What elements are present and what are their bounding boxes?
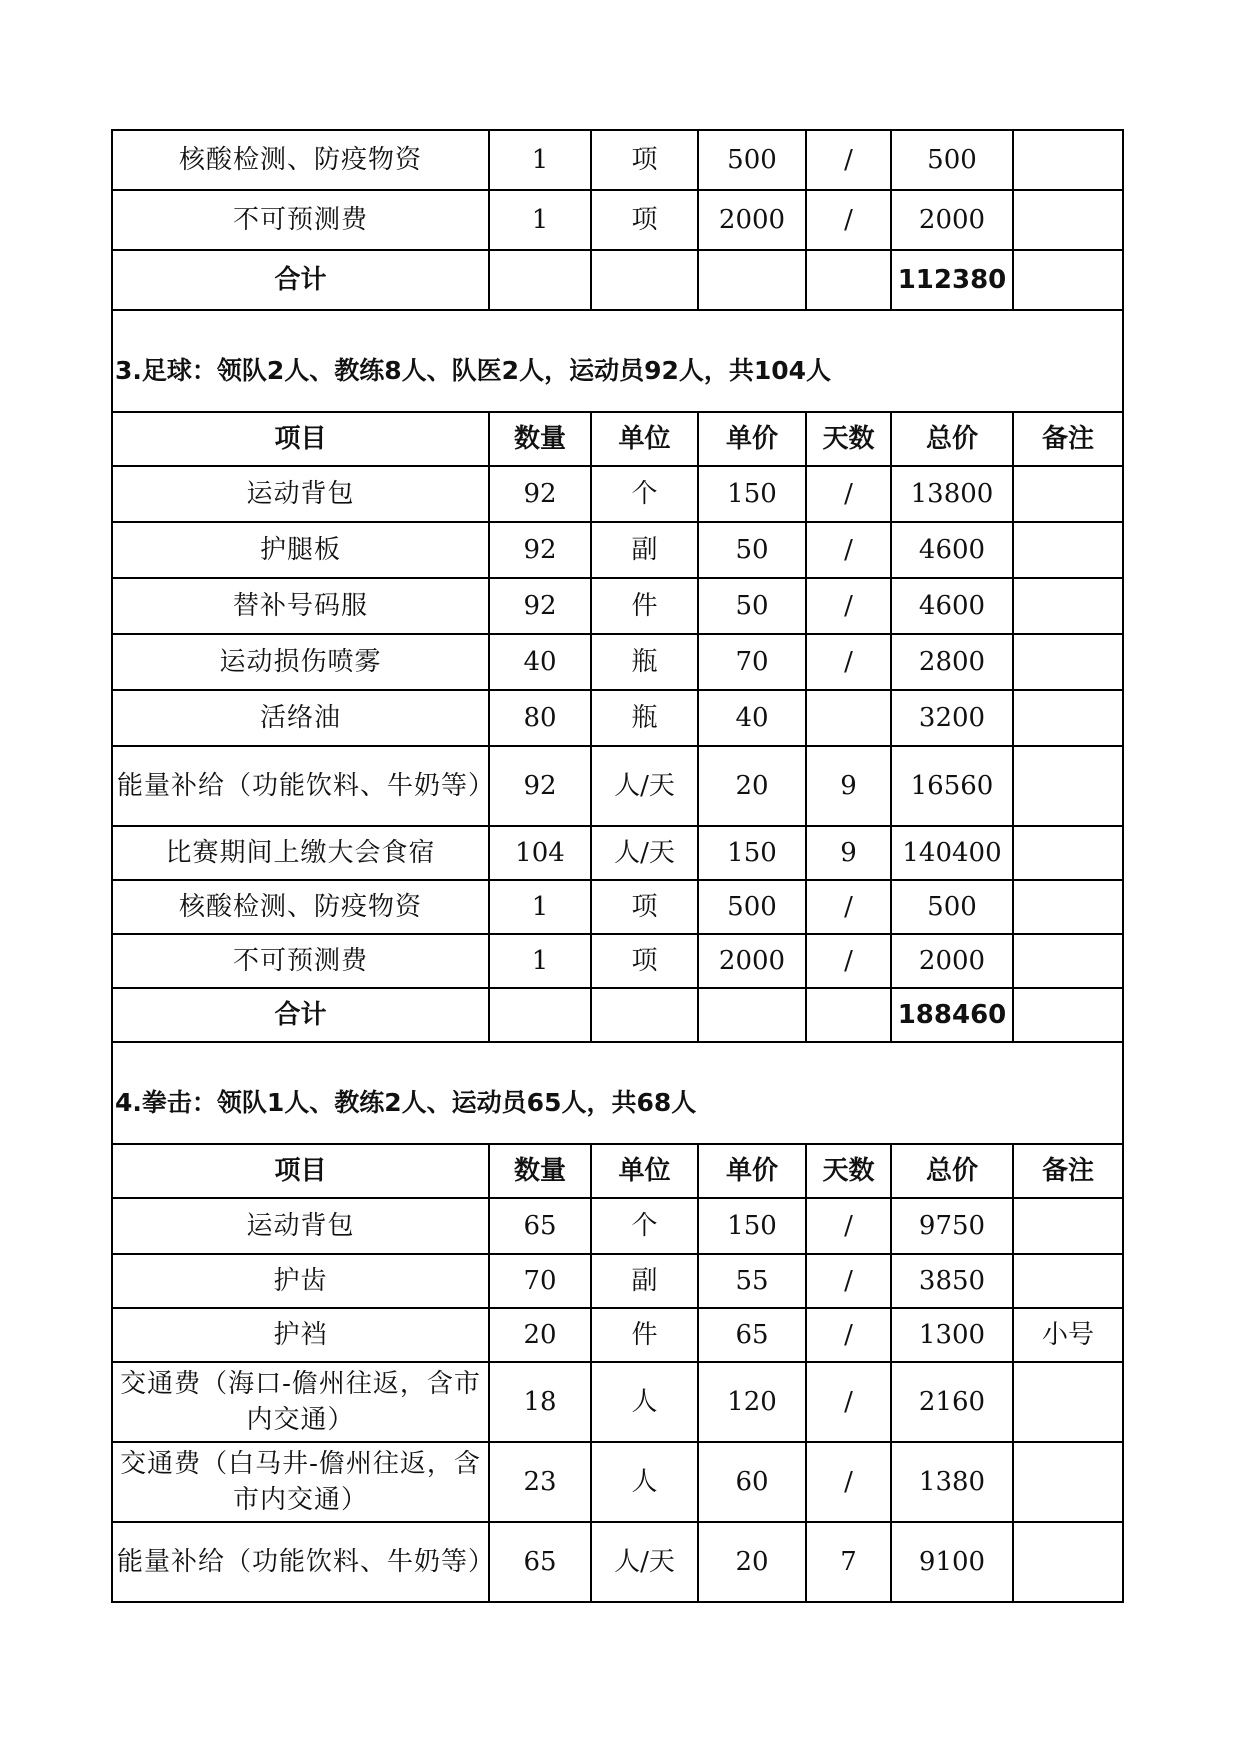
table-row xyxy=(112,1442,1123,1522)
item-name: 核酸检测、防疫物资 xyxy=(112,880,489,934)
col-header-note: 备注 xyxy=(1013,1144,1123,1198)
total-price: 16560 xyxy=(891,746,1013,826)
unit-price: 65 xyxy=(698,1308,806,1362)
unit: 人/天 xyxy=(591,826,698,880)
unit: 副 xyxy=(591,522,698,578)
total-price: 2160 xyxy=(891,1362,1013,1442)
total-price: 140400 xyxy=(891,826,1013,880)
header-row xyxy=(112,412,1123,466)
note xyxy=(1013,578,1123,634)
empty-cell xyxy=(1013,250,1123,310)
unit: 项 xyxy=(591,130,698,190)
col-header-unit: 单位 xyxy=(591,1144,698,1198)
note xyxy=(1013,1362,1123,1442)
unit: 项 xyxy=(591,880,698,934)
unit-price: 120 xyxy=(698,1362,806,1442)
table-row xyxy=(112,1522,1123,1602)
note xyxy=(1013,1198,1123,1254)
quantity: 1 xyxy=(489,130,591,190)
total-value: 188460 xyxy=(891,988,1013,1042)
section-title-row xyxy=(112,1042,1123,1144)
section-title-row xyxy=(112,310,1123,412)
col-header-item: 项目 xyxy=(112,412,489,466)
note xyxy=(1013,1442,1123,1522)
note xyxy=(1013,522,1123,578)
note xyxy=(1013,130,1123,190)
empty-cell xyxy=(489,988,591,1042)
empty-cell xyxy=(489,250,591,310)
days: / xyxy=(806,466,891,522)
item-name: 不可预测费 xyxy=(112,190,489,250)
unit-price: 20 xyxy=(698,1522,806,1602)
total-row xyxy=(112,250,1123,310)
total-label: 合计 xyxy=(112,988,489,1042)
table-row xyxy=(112,880,1123,934)
total-value: 112380 xyxy=(891,250,1013,310)
item-name: 运动背包 xyxy=(112,466,489,522)
budget-document xyxy=(111,129,1122,1603)
unit-price: 70 xyxy=(698,634,806,690)
quantity: 80 xyxy=(489,690,591,746)
col-header-note: 备注 xyxy=(1013,412,1123,466)
total-price: 2800 xyxy=(891,634,1013,690)
note xyxy=(1013,880,1123,934)
note: 小号 xyxy=(1013,1308,1123,1362)
item-name: 核酸检测、防疫物资 xyxy=(112,130,489,190)
empty-cell xyxy=(591,988,698,1042)
table-row xyxy=(112,578,1123,634)
note xyxy=(1013,466,1123,522)
days: / xyxy=(806,1308,891,1362)
empty-cell xyxy=(698,250,806,310)
section-title-boxing: 4.拳击：领队1人、教练2人、运动员65人，共68人 xyxy=(112,1042,1123,1144)
item-name: 护腿板 xyxy=(112,522,489,578)
quantity: 1 xyxy=(489,190,591,250)
days: / xyxy=(806,190,891,250)
days: / xyxy=(806,1362,891,1442)
quantity: 1 xyxy=(489,880,591,934)
table-row xyxy=(112,1362,1123,1442)
note xyxy=(1013,934,1123,988)
quantity: 104 xyxy=(489,826,591,880)
col-header-item: 项目 xyxy=(112,1144,489,1198)
col-header-days: 天数 xyxy=(806,1144,891,1198)
unit-price: 500 xyxy=(698,130,806,190)
unit: 项 xyxy=(591,190,698,250)
total-label: 合计 xyxy=(112,250,489,310)
table-row xyxy=(112,690,1123,746)
col-header-total-price: 总价 xyxy=(891,412,1013,466)
total-price: 4600 xyxy=(891,522,1013,578)
note xyxy=(1013,1522,1123,1602)
note xyxy=(1013,634,1123,690)
item-name: 不可预测费 xyxy=(112,934,489,988)
total-price: 9750 xyxy=(891,1198,1013,1254)
unit-price: 50 xyxy=(698,578,806,634)
table-row xyxy=(112,934,1123,988)
total-price: 500 xyxy=(891,880,1013,934)
unit-price: 2000 xyxy=(698,190,806,250)
table-row xyxy=(112,746,1123,826)
note xyxy=(1013,690,1123,746)
unit-price: 20 xyxy=(698,746,806,826)
days: / xyxy=(806,522,891,578)
col-header-unit-price: 单价 xyxy=(698,1144,806,1198)
total-row xyxy=(112,988,1123,1042)
empty-cell xyxy=(591,250,698,310)
quantity: 18 xyxy=(489,1362,591,1442)
unit: 项 xyxy=(591,934,698,988)
table-row xyxy=(112,1308,1123,1362)
days: 9 xyxy=(806,746,891,826)
table-row xyxy=(112,634,1123,690)
days: / xyxy=(806,880,891,934)
col-header-unit-price: 单价 xyxy=(698,412,806,466)
unit: 人/天 xyxy=(591,746,698,826)
days xyxy=(806,690,891,746)
empty-cell xyxy=(1013,988,1123,1042)
item-name: 交通费（白马井-儋州往返，含市内交通） xyxy=(112,1442,489,1522)
quantity: 70 xyxy=(489,1254,591,1308)
item-name: 运动背包 xyxy=(112,1198,489,1254)
note xyxy=(1013,826,1123,880)
empty-cell xyxy=(806,250,891,310)
unit-price: 60 xyxy=(698,1442,806,1522)
col-header-quantity: 数量 xyxy=(489,412,591,466)
unit: 人 xyxy=(591,1362,698,1442)
note xyxy=(1013,190,1123,250)
col-header-quantity: 数量 xyxy=(489,1144,591,1198)
days: / xyxy=(806,130,891,190)
quantity: 23 xyxy=(489,1442,591,1522)
quantity: 92 xyxy=(489,466,591,522)
unit-price: 150 xyxy=(698,826,806,880)
table-row xyxy=(112,826,1123,880)
days: / xyxy=(806,1198,891,1254)
table-row xyxy=(112,1254,1123,1308)
quantity: 92 xyxy=(489,746,591,826)
days: / xyxy=(806,578,891,634)
quantity: 20 xyxy=(489,1308,591,1362)
empty-cell xyxy=(806,988,891,1042)
col-header-total-price: 总价 xyxy=(891,1144,1013,1198)
unit: 个 xyxy=(591,466,698,522)
unit-price: 150 xyxy=(698,466,806,522)
unit-price: 55 xyxy=(698,1254,806,1308)
total-price: 500 xyxy=(891,130,1013,190)
item-name: 能量补给（功能饮料、牛奶等） xyxy=(112,1522,489,1602)
unit: 人/天 xyxy=(591,1522,698,1602)
quantity: 1 xyxy=(489,934,591,988)
unit: 人 xyxy=(591,1442,698,1522)
note xyxy=(1013,746,1123,826)
days: / xyxy=(806,934,891,988)
col-header-unit: 单位 xyxy=(591,412,698,466)
item-name: 替补号码服 xyxy=(112,578,489,634)
unit-price: 50 xyxy=(698,522,806,578)
unit-price: 500 xyxy=(698,880,806,934)
table-row xyxy=(112,522,1123,578)
total-price: 1300 xyxy=(891,1308,1013,1362)
note xyxy=(1013,1254,1123,1308)
table-row xyxy=(112,466,1123,522)
unit-price: 40 xyxy=(698,690,806,746)
item-name: 护裆 xyxy=(112,1308,489,1362)
total-price: 2000 xyxy=(891,190,1013,250)
days: / xyxy=(806,1442,891,1522)
total-price: 2000 xyxy=(891,934,1013,988)
item-name: 比赛期间上缴大会食宿 xyxy=(112,826,489,880)
budget-table xyxy=(111,129,1124,1603)
unit-price: 2000 xyxy=(698,934,806,988)
table-row xyxy=(112,130,1123,190)
header-row xyxy=(112,1144,1123,1198)
total-price: 9100 xyxy=(891,1522,1013,1602)
item-name: 交通费（海口-儋州往返，含市内交通） xyxy=(112,1362,489,1442)
total-price: 1380 xyxy=(891,1442,1013,1522)
col-header-days: 天数 xyxy=(806,412,891,466)
item-name: 护齿 xyxy=(112,1254,489,1308)
quantity: 92 xyxy=(489,522,591,578)
item-name: 活络油 xyxy=(112,690,489,746)
table-row xyxy=(112,1198,1123,1254)
days: 9 xyxy=(806,826,891,880)
unit: 件 xyxy=(591,1308,698,1362)
quantity: 40 xyxy=(489,634,591,690)
days: / xyxy=(806,634,891,690)
unit: 个 xyxy=(591,1198,698,1254)
total-price: 3200 xyxy=(891,690,1013,746)
quantity: 65 xyxy=(489,1522,591,1602)
item-name: 运动损伤喷雾 xyxy=(112,634,489,690)
total-price: 4600 xyxy=(891,578,1013,634)
unit: 副 xyxy=(591,1254,698,1308)
total-price: 3850 xyxy=(891,1254,1013,1308)
section-title-football: 3.足球：领队2人、教练8人、队医2人，运动员92人，共104人 xyxy=(112,310,1123,412)
table-row xyxy=(112,190,1123,250)
days: / xyxy=(806,1254,891,1308)
days: 7 xyxy=(806,1522,891,1602)
item-name: 能量补给（功能饮料、牛奶等） xyxy=(112,746,489,826)
empty-cell xyxy=(698,988,806,1042)
unit: 瓶 xyxy=(591,634,698,690)
quantity: 92 xyxy=(489,578,591,634)
quantity: 65 xyxy=(489,1198,591,1254)
unit: 瓶 xyxy=(591,690,698,746)
unit-price: 150 xyxy=(698,1198,806,1254)
unit: 件 xyxy=(591,578,698,634)
total-price: 13800 xyxy=(891,466,1013,522)
